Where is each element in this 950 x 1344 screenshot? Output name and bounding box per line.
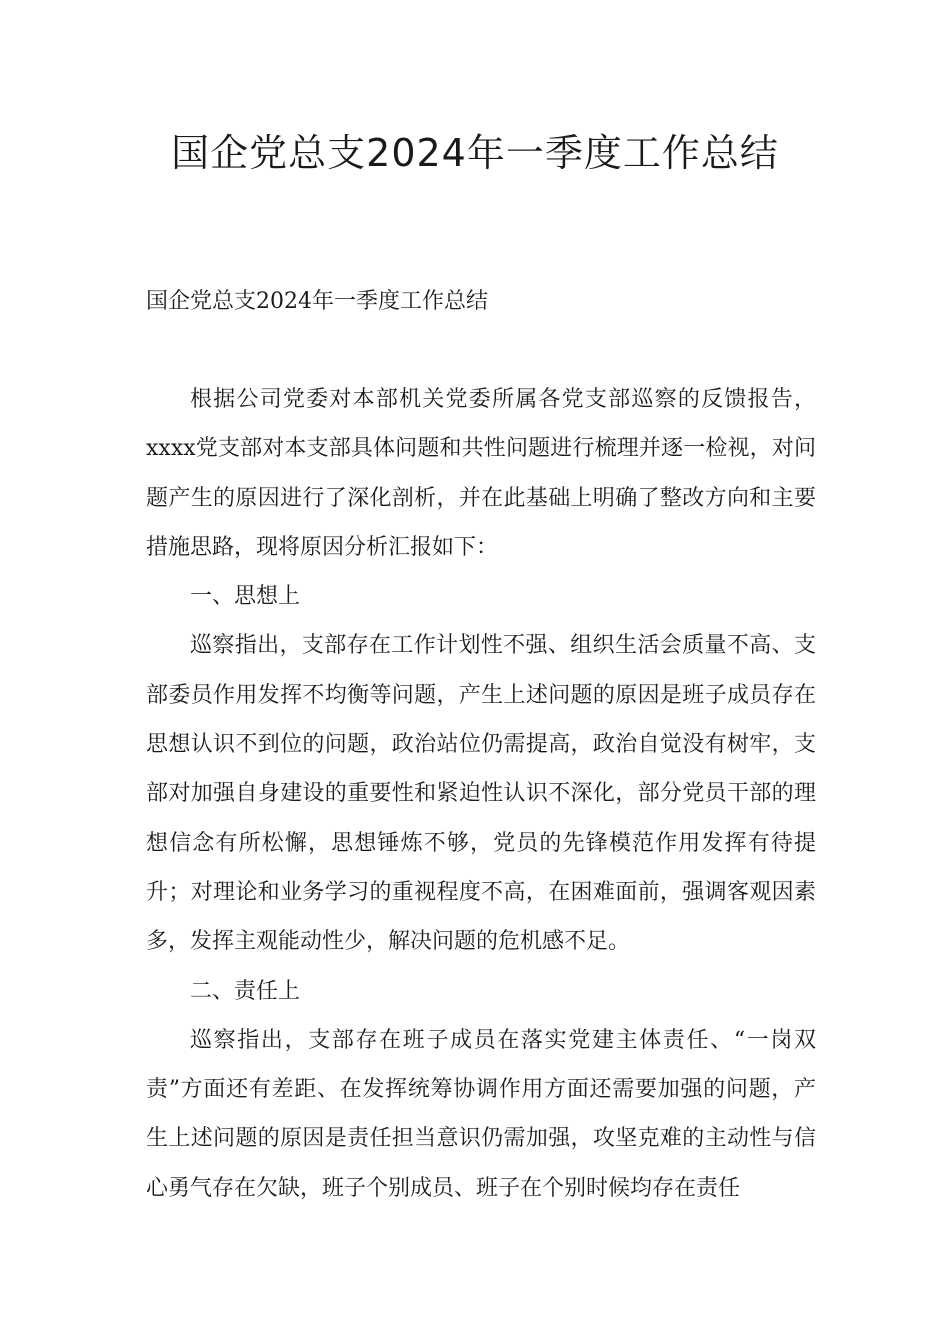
section-heading-responsibility: 二、责任上 [190, 978, 301, 1004]
responsibility-paragraph: 巡察指出，支部存在班子成员在落实党建主体责任、“一岗双责”方面还有差距、在发挥统筹协调作用方面还需要加强的问题，产生上述问题的原因是责任担当意识仍需加强，攻坚克难的主动性与信心勇气存在欠缺，班子个别成员、班子在个别时候均存在责任 [146, 1027, 816, 1201]
document-title: 国企党总支2024年一季度工作总结 [171, 131, 779, 175]
document-body [146, 375, 816, 1213]
section-heading-thinking: 一、思想上 [190, 584, 301, 610]
intro-paragraph: 根据公司党委对本部机关党委所属各党支部巡察的反馈报告，xxxx党支部对本支部具体问题和共性问题进行梳理并逐一检视，对问题产生的原因进行了深化剖析，并在此基础上明确了整改方向和主要措施思路，现将原因分析汇报如下： [146, 387, 816, 560]
document-subtitle: 国企党总支2024年一季度工作总结 [146, 289, 488, 314]
thinking-paragraph: 巡察指出，支部存在工作计划性不强、组织生活会质量不高、支部委员作用发挥不均衡等问题，产生上述问题的原因是班子成员存在思想认识不到位的问题，政治站位仍需提高，政治自觉没有树牢，支部对加强自身建设的重要性和紧迫性认识不深化，部分党员干部的理想信念有所松懈，思想锤炼不够，党员的先锋模范作用发挥有待提升；对理论和业务学习的重视程度不高，在困难面前，强调客观因素多，发挥主观能动性少，解决问题的危机感不足。 [146, 633, 816, 955]
